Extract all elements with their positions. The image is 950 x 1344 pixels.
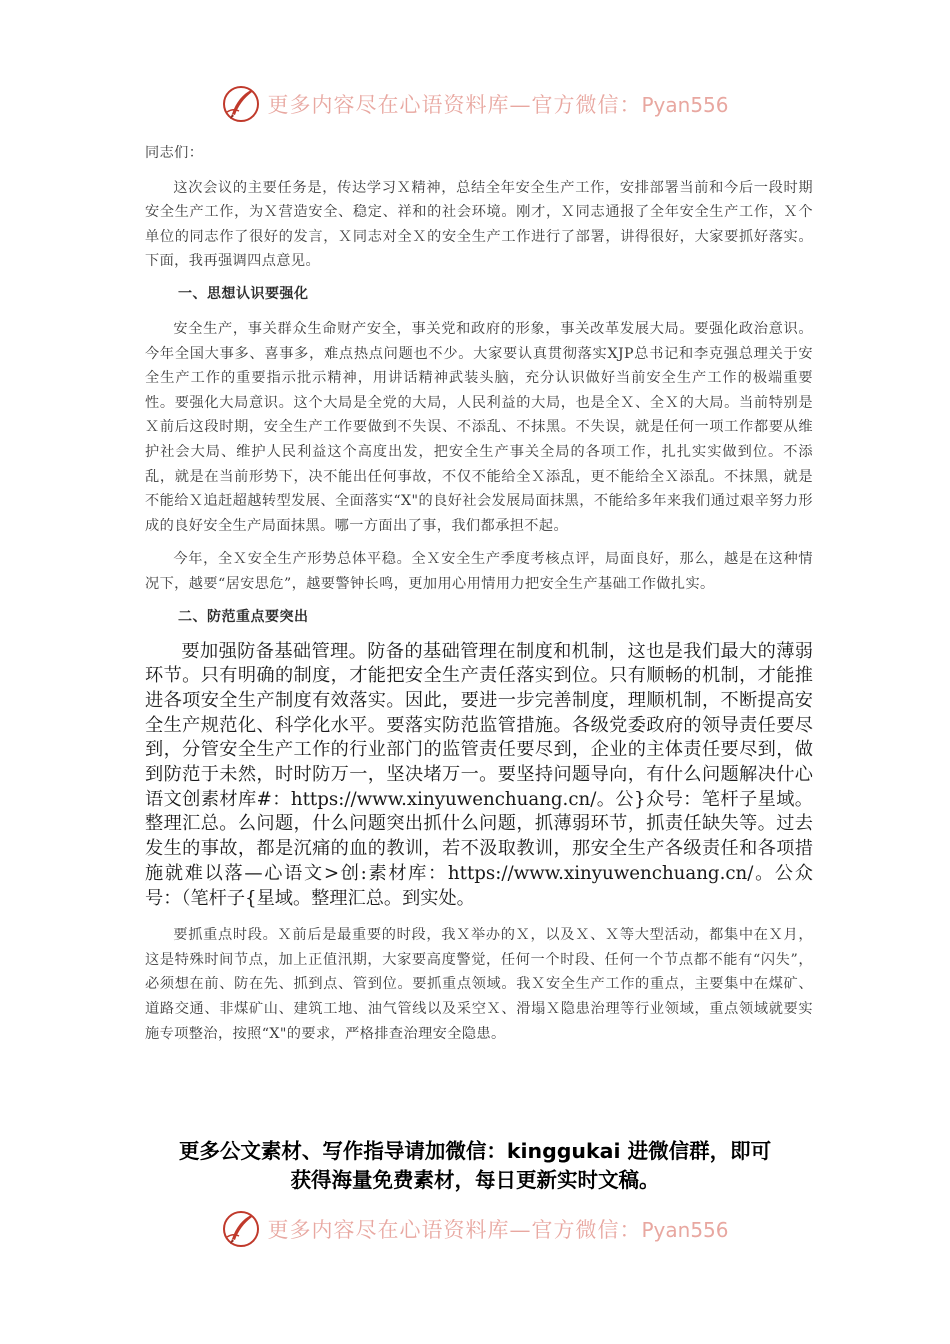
section1-paragraph-2: 今年，全Ｘ安全生产形势总体平稳。全Ｘ安全生产季度考核点评，局面良好，那么，越是在这种情况下，越要“居安思危”，越要警钟长鸣，更加用心用情用力把安全生产基础工作做扎实。 <box>145 551 813 592</box>
intro-paragraph: 这次会议的主要任务是，传达学习Ｘ精神，总结全年安全生产工作，安排部署当前和今后一段时期安全生产工作，为Ｘ营造安全、稳定、祥和的社会环境。刚才，Ｘ同志通报了全年安全生产工作，Ｘ个单位的同志作了很好的发言，Ｘ同志对全Ｘ的安全生产工作进行了部署，讲得很好，大家要抓好落实。下面，我再强调四点意见。 <box>145 179 813 270</box>
promo-line-2: 获得海量免费素材，每日更新实时文稿。 <box>290 1168 660 1192</box>
banner-text: 更多内容尽在心语资料库—官方微信： <box>267 1218 642 1242</box>
banner-text: 更多内容尽在心语资料库—官方微信： <box>267 93 642 117</box>
promo-line-1: 更多公文素材、写作指导请加微信：kinggukai 进微信群，即可 <box>178 1139 772 1163</box>
quill-pen-icon <box>221 84 261 124</box>
wechat-account: Pyan556 <box>641 1218 729 1242</box>
section1-paragraph-1: 安全生产，事关群众生命财产安全，事关党和政府的形象，事关改革发展大局。要强化政治意识。今年全国大事多、喜事多，难点热点问题也不少。大家要认真贯彻落实XJP总书记和李克强总理关于安全生产工作的重要指示批示精神，用讲话精神武装头脑，充分认识做好当前安全生产工作的极端重要性。要强化大局意识。这个大局是全党的大局，人民利益的大局，也是全Ｘ、全Ｘ的大局。当前特别是Ｘ前后这段时期，安全生产工作要做到不失误、不添乱、不抹黑。不失误，就是任何一项工作都要从维护社会大局、维护人民利益这个高度出发，把安全生产事关全局的各项工作，扎扎实实做到位。不添乱，就是在当前形势下，决不能出任何事故，不仅不能给全Ｘ添乱，更不能给全Ｘ添乱。不抹黑，就是不能给Ｘ追赶超越转型发展、全面落实“X"的良好社会发展局面抹黑，不能给多年来我们通过艰辛努力形成的良好安全生产局面抹黑。哪一方面出了事，我们都承担不起。 <box>145 320 813 534</box>
header-banner <box>0 82 950 126</box>
quill-pen-icon <box>221 1209 261 1249</box>
document-body <box>145 141 813 1046</box>
salutation: 同志们： <box>145 145 204 161</box>
section-heading-2: 二、防范重点要突出 <box>178 608 309 625</box>
section-heading-1: 一、思想认识要强化 <box>178 285 309 302</box>
footer-banner <box>0 1207 950 1251</box>
section2-large-paragraph: 要加强防备基础管理。防备的基础管理在制度和机制，这也是我们最大的薄弱环节。只有明确的制度，才能把安全生产责任落实到位。只有顺畅的机制，才能推进各项安全生产制度有效落实。因此，要进一步完善制度，理顺机制，不断提高安全生产规范化、科学化水平。要落实防范监管措施。各级党委政府的领导责任要尽到，分管安全生产工作的行业部门的监管责任要尽到，企业的主体责任要尽到，做到防范于未然，时时防万一，坚决堵万一。要坚持问题导向，有什么问题解决什心语文创素材库#：https://www.xinyuwenchuang.cn/。公}众号：笔杆子星域。整理汇总。么问题，什么问题突出抓什么问题，抓薄弱环节，抓责任缺失等。过去发生的事故，都是沉痛的血的教训，若不汲取教训，那安全生产各级责任和各项措施就难以落—心语文>创:素材库：https://www.xinyuwenchuang.cn/。公众号：（笔杆子{星域。整理汇总。到实处。 <box>145 640 813 909</box>
wechat-account: Pyan556 <box>641 93 729 117</box>
section2-paragraph: 要抓重点时段。Ｘ前后是最重要的时段，我Ｘ举办的Ｘ，以及Ｘ、Ｘ等大型活动，都集中在Ｘ月，这是特殊时间节点，加上正值汛期，大家要高度警觉，任何一个时段、任何一个节点都不能有“闪失”，必须想在前、防在先、抓到点、管到位。要抓重点领域。我Ｘ安全生产工作的重点，主要集中在煤矿、道路交通、非煤矿山、建筑工地、油气管线以及采空Ｘ、滑塌Ｘ隐患治理等行业领域，重点领域就要实施专项整治，按照“X"的要求，严格排查治理安全隐患。 <box>145 927 813 1042</box>
promo-notice <box>0 1137 950 1195</box>
